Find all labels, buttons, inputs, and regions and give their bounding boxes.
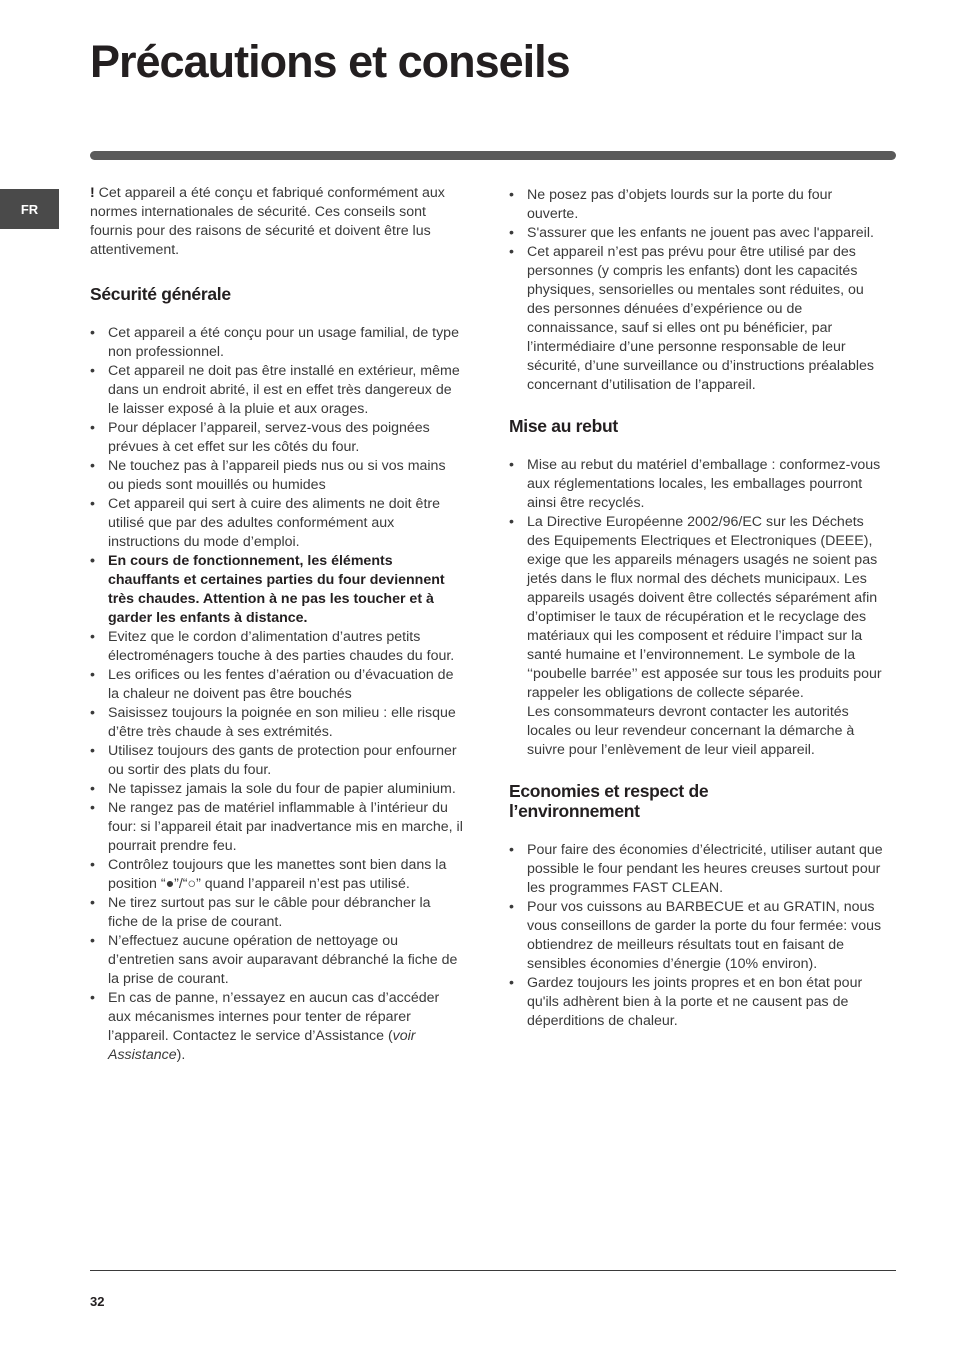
list-item: • Utilisez toujours des gants de protection pour enfourner ou sortir des plats du four. [90, 742, 464, 780]
intro-text: Cet appareil a été conçu et fabriqué conformément aux normes internationales de sécurité. Ces conseils sont fournis pour des raisons de sécurité et doivent être lus attentivement. [90, 185, 445, 258]
list-item-continuation: Les consommateurs devront contacter les autorités locales ou leur revendeur concernant la démarche à suivre pour l’enlèvement de leur vieil appareil. [527, 704, 855, 758]
list-item: • Contrôlez toujours que les manettes sont bien dans la position “●”/“○” quand l’appareil n’est pas utilisé. [90, 856, 464, 894]
list-item: • Cet appareil a été conçu pour un usage familial, de type non professionnel. [90, 324, 464, 362]
list-item: • Cet appareil qui sert à cuire des aliments ne doit être utilisé que par des adultes conformément aux instructions du mode d’emploi. [90, 495, 464, 552]
intro-paragraph [90, 184, 464, 260]
list-item: • Ne rangez pas de matériel inflammable à l’intérieur du four: si l’appareil était par inadvertance mis en marche, il pourrait prendre feu. [90, 799, 464, 856]
list-item: • Ne posez pas d’objets lourds sur la porte du four ouverte. [509, 186, 883, 224]
page-title: Précautions et conseils [90, 36, 570, 87]
heading-economies [509, 781, 883, 821]
list-item: • La Directive Européenne 2002/96/EC sur les Déchets des Equipements Electriques et Electroniques (DEEE), exige que les appareils ménagers usagés ne soient pas jetés dans le flux normal des déchets municipaux. Les appareils usagés doivent être collectés séparément afin d’optimiser le taux de récupération et le recyclage des matériaux qui les composent et réduire l’impact sur la santé humaine et l’environnement. Le symbole de la ‘‘poubelle barrée’’ est apposée sur tous les produits pour rappeler les obligations de collecte séparée. [509, 513, 883, 703]
list-item: • Pour déplacer l’appareil, servez-vous des poignées prévues à cet effet sur les côtés du four. [90, 419, 464, 457]
last-item-prefix: En cas de panne, n’essayez en aucun cas d’accéder aux mécanismes internes pour tenter de réparer l’appareil. Contactez le service d’Assistance ( [108, 990, 440, 1044]
list-securite [90, 324, 464, 1065]
page-number: 32 [90, 1294, 105, 1309]
right-column [509, 184, 883, 1031]
list-item: • S'assurer que les enfants ne jouent pas avec l'appareil. [509, 224, 883, 243]
header-rule [90, 151, 896, 160]
list-item: • Cet appareil ne doit pas être installé en extérieur, même dans un endroit abrité, il est en effet très dangereux de le laisser exposé à la pluie et aux orages. [90, 362, 464, 419]
list-item-warning: • En cours de fonctionnement, les éléments chauffants et certaines parties du four deviennent très chaudes. Attention à ne pas les toucher et à garder les enfants à distance. [90, 552, 464, 628]
left-column [90, 184, 464, 1065]
list-item: • Ne touchez pas à l’appareil pieds nus ou si vos mains ou pieds sont mouillés ou humides [90, 457, 464, 495]
list-item [90, 989, 464, 1065]
list-item: • Pour vos cuissons au BARBECUE et au GRATIN, nous vous conseillons de garder la porte du four fermée: vous obtiendrez de meilleurs résultats tout en faisant de sensibles économies d’énergie (10% environ). [509, 898, 883, 974]
list-economies [509, 841, 883, 1031]
warning-mark: ! [90, 185, 95, 201]
list-rebut [509, 456, 883, 760]
list-item: • Pour faire des économies d’électricité, utiliser autant que possible le four pendant les heures creuses surtout pour les programmes FAST CLEAN. [509, 841, 883, 898]
list-right-top [509, 186, 883, 395]
list-item: • Ne tirez surtout pas sur le câble pour débrancher la fiche de la prise de courant. [90, 894, 464, 932]
heading-rebut: Mise au rebut [509, 416, 618, 436]
assistance-reference: voir Assistance [108, 1028, 416, 1063]
list-item: • Cet appareil n’est pas prévu pour être utilisé par des personnes (y compris les enfants) dont les capacités physiques, sensorielles ou mentales sont réduites, ou des personnes dénuées d’expérience ou de connaissance, sauf si elles ont pu bénéficier, par l’intermédiaire d’une personne responsable de leur sécurité, d’une surveillance ou d’instructions préalables concernant d’utilisation de l’appareil. [509, 243, 883, 395]
list-item: • Ne tapissez jamais la sole du four de papier aluminium. [90, 780, 464, 799]
last-item-suffix: ). [176, 1047, 186, 1063]
language-tab: FR [0, 189, 59, 229]
list-item: • Evitez que le cordon d’alimentation d’autres petits électroménagers touche à des parties chaudes du four. [90, 628, 464, 666]
list-item: • Gardez toujours les joints propres et en bon état pour qu'ils adhèrent bien à la porte et ne causent pas de déperditions de chaleur. [509, 974, 883, 1031]
footer-rule [90, 1270, 896, 1271]
heading-economies-line2: l’environnement [509, 801, 640, 821]
heading-economies-line1: Economies et respect de [509, 781, 709, 801]
list-item: • N’effectuez aucune opération de nettoyage ou d’entretien sans avoir auparavant débranché la fiche de la prise de courant. [90, 932, 464, 989]
heading-securite: Sécurité générale [90, 284, 231, 304]
list-item: • Les orifices ou les fentes d’aération ou d’évacuation de la chaleur ne doivent pas être bouchés [90, 666, 464, 704]
list-item: • Saisissez toujours la poignée en son milieu : elle risque d’être très chaude à ses extrémités. [90, 704, 464, 742]
list-item: • Mise au rebut du matériel d’emballage : conformez-vous aux réglementations locales, les emballages pourront ainsi être recyclés. [509, 456, 883, 513]
